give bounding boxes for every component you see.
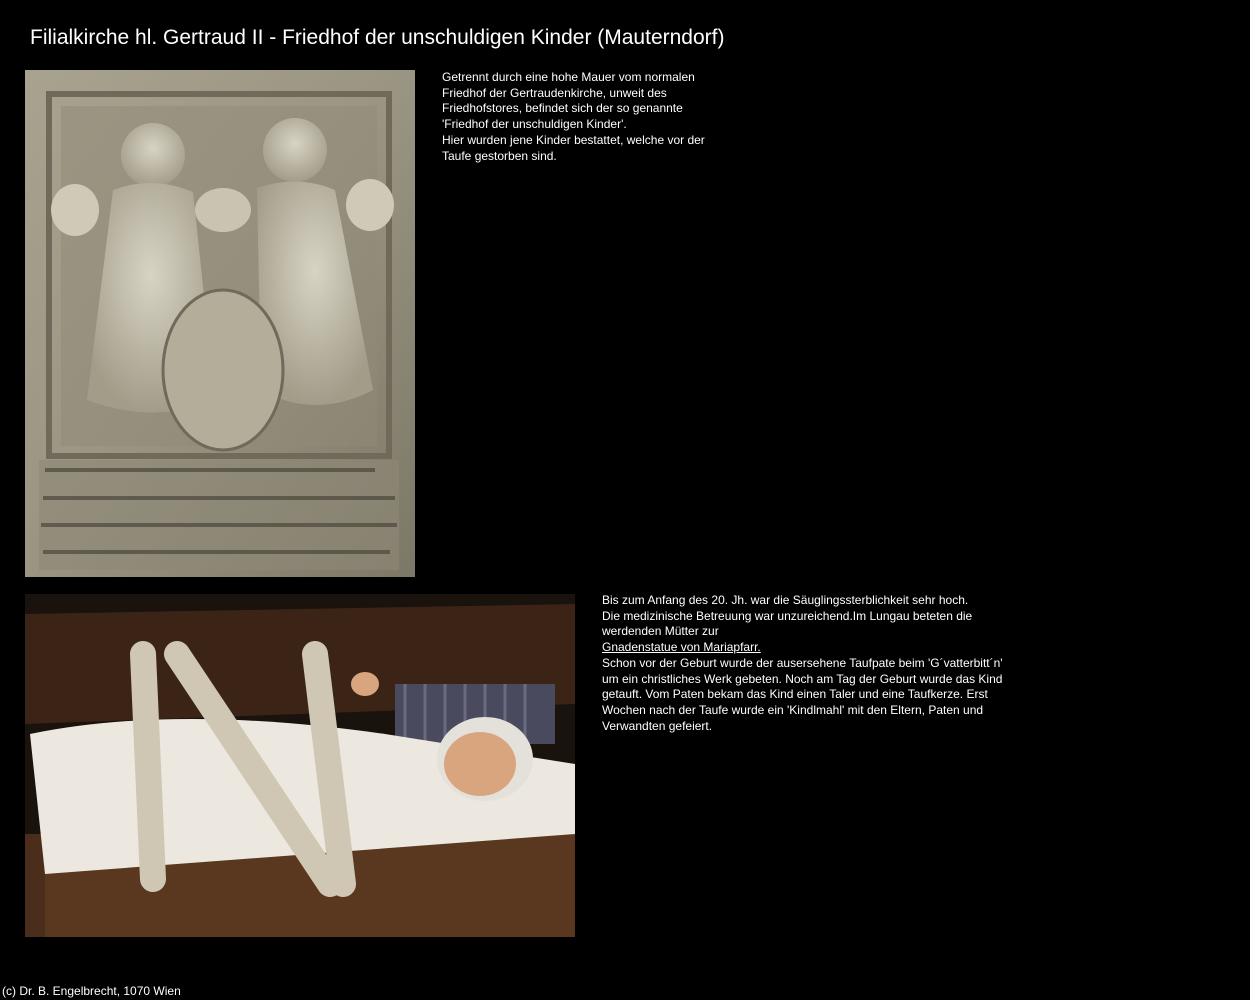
gravestone-relief-photo[interactable]	[25, 70, 415, 577]
description-line: um ein christliches Werk gebeten. Noch am Tag der Geburt wurde das Kind	[602, 671, 1003, 686]
description-line: Wochen nach der Taufe wurde ein 'Kindlmahl' mit den Eltern, Paten und	[602, 702, 984, 717]
description-line: Verwandten gefeiert.	[602, 718, 713, 733]
description-line: getauft. Vom Paten bekam das Kind einen Taler und eine Taufkerze. Erst	[602, 687, 988, 702]
gravestone-relief-image	[25, 70, 415, 577]
page-title: Filialkirche hl. Gertraud II - Friedhof der unschuldigen Kinder (Mauterndorf)	[30, 26, 725, 49]
gnadenstatue-mariapfarr-link[interactable]: Gnadenstatue von Mariapfarr.	[602, 640, 761, 655]
description-line: Taufe gestorben sind.	[442, 148, 557, 163]
copyright-footer: (c) Dr. B. Engelbrecht, 1070 Wien	[2, 984, 181, 998]
cradle-doll-photo[interactable]	[25, 594, 575, 937]
description-line: werdenden Mütter zur	[602, 624, 719, 639]
description-line: Bis zum Anfang des 20. Jh. war die Säuglingssterblichkeit sehr hoch.	[602, 593, 969, 607]
description-line: Schon vor der Geburt wurde der ausersehene Taufpate beim 'G´vatterbitt´n'	[602, 655, 1003, 670]
cemetery-description	[442, 70, 732, 164]
description-line: Friedhofstores, befindet sich der so genannte	[442, 101, 683, 116]
description-line: Hier wurden jene Kinder bestattet, welche vor der	[442, 132, 705, 147]
description-line: 'Friedhof der unschuldigen Kinder'.	[442, 117, 627, 132]
cradle-doll-image	[25, 594, 575, 937]
description-line: Friedhof der Gertraudenkirche, unweit des	[442, 85, 667, 100]
description-line: Die medizinische Betreuung war unzureichend.Im Lungau beteten die	[602, 608, 973, 623]
description-line: Getrennt durch eine hohe Mauer vom normalen	[442, 70, 695, 84]
infant-mortality-description	[602, 593, 1022, 734]
